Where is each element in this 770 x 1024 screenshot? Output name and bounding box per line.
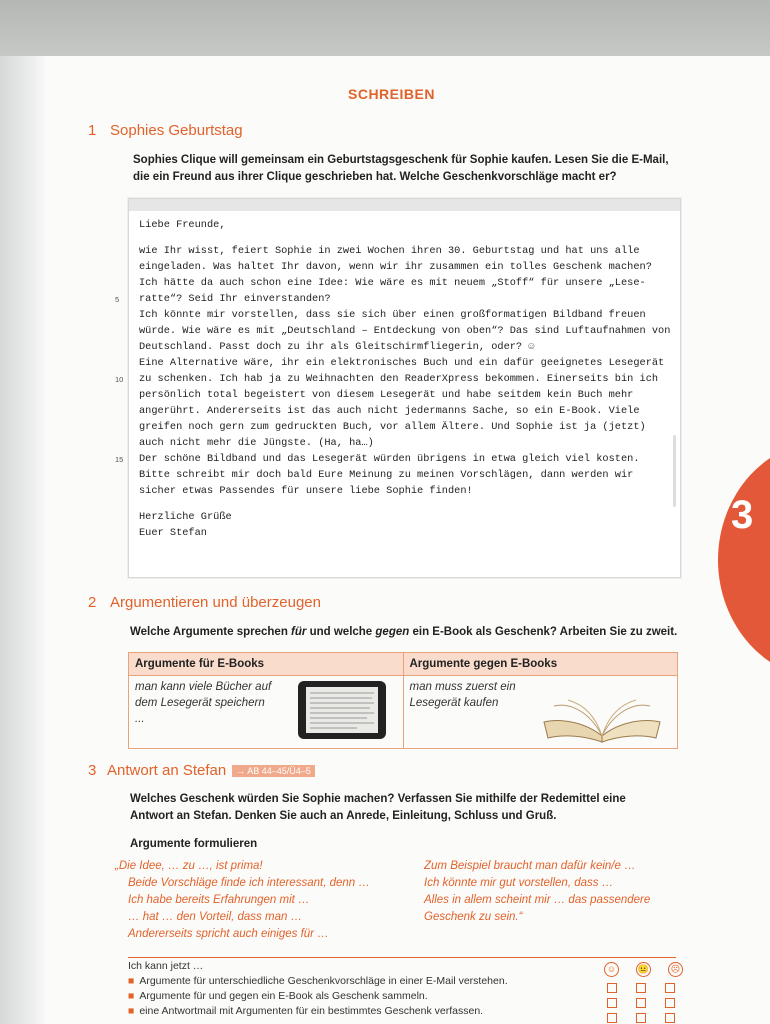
ex3-task-line2: Antwort an Stefan. Denken Sie auch an Anrede, Einleitung, Schluss und Gruß. [130,810,557,822]
pro-line: ... [135,713,145,725]
col-pro-cell[interactable] [129,676,404,749]
ex3-subheading: Argumente formulieren [130,838,258,850]
section-title: SCHREIBEN [348,86,435,102]
phrases-right [424,858,650,926]
col-pro-header: Argumente für E-Books [129,653,404,676]
ex3-title [107,762,315,779]
checklist-item-text: Argumente für und gegen ein E-Book als Geschenk sammeln. [139,990,428,1002]
pro-line: man kann viele Bücher auf [135,681,272,693]
sad-face-icon: ☹ [668,962,683,977]
self-assessment [128,960,676,1020]
ex2-number: 2 [88,594,97,611]
ex3-title-text: Antwort an Stefan [107,762,227,779]
email-line: Bitte schreibt mir doch bald Eure Meinung zu meinen Vorschlägen, dann werden wir [139,469,634,481]
con-line: Lesegerät kaufen [409,697,499,709]
email-line: Der schöne Bildband und das Lesegerät würden übrigens in etwa gleich viel kosten. [139,453,640,465]
line-number: 15 [115,455,124,464]
phrase: … hat … den Vorteil, dass man … [128,911,303,923]
phrase: Ich könnte mir gut vorstellen, dass … [424,877,614,889]
ex2-task-part: Welche Argumente sprechen [130,626,292,638]
rating-checkbox[interactable] [607,983,617,993]
email-scrollbar[interactable] [673,435,676,507]
phrase: Beide Vorschläge finde ich interessant, denn … [128,877,370,889]
ex1-title: Sophies Geburtstag [110,122,243,139]
rating-checkbox[interactable] [636,998,646,1008]
email-line: zu schenken. Ich hab ja zu Weihnachten den ReaderXpress bekommen. Einerseits bin ich [139,373,659,385]
email-line: greifen noch gern zum gedruckten Buch, vor allem Ältere. Und Sophie ist ja (jetzt) [139,421,646,433]
email-greeting: Liebe Freunde, [139,219,226,231]
email-line: Eine Alternative wäre, ihr ein elektronisches Buch und ein dafür geeignetes Lesegerät [139,357,665,369]
checklist-item [128,975,676,990]
checklist-item [128,1005,676,1020]
ex2-task-fuer: für [291,626,307,638]
rating-checkbox[interactable] [636,983,646,993]
email-line: sicher etwas Passendes für unsere liebe Sophie finden! [139,485,473,497]
rating-checkbox[interactable] [636,1013,646,1023]
bullet-icon: ■ [128,1005,135,1017]
checklist-item-text: eine Antwortmail mit Argumenten für ein bestimmtes Geschenk verfassen. [139,1005,484,1017]
con-line: man muss zuerst ein [409,681,516,693]
col-con-cell[interactable] [403,676,678,749]
ex1-number: 1 [88,122,97,139]
line-number: 10 [115,375,124,384]
happy-face-icon: ☺ [604,962,619,977]
rating-checkbox[interactable] [607,998,617,1008]
rating-faces [604,962,683,977]
phrase: Ich habe bereits Erfahrungen mit … [128,894,310,906]
phrase: „Die Idee, … zu …, ist prima! [115,860,263,872]
workbook-reference-tag[interactable]: → AB 44–45/Ü4–5 [232,765,315,777]
ex1-task-line1: Sophies Clique will gemeinsam ein Geburtstagsgeschenk für Sophie kaufen. Lesen Sie die E-Mail, [133,154,669,166]
phrase: Geschenk zu sein.“ [424,911,523,923]
email-line: persönlich total begeistert von diesem Lesegerät und habe seitdem kein Buch mehr [139,389,634,401]
ex2-task [130,624,677,641]
email-line: angerührt. Andererseits ist das auch nicht jedermanns Sache, so ein E-Book. Viele [139,405,640,417]
email-line: Ich könnte mir vorstellen, dass sie sich über einen großformatigen Bildband freuen [139,309,646,321]
bullet-icon: ■ [128,975,135,987]
phrase: Zum Beispiel braucht man dafür kein/e … [424,860,636,872]
neutral-face-icon: 😐 [636,962,651,977]
ex2-task-gegen: gegen [375,626,410,638]
line-number: 5 [115,295,120,304]
divider [128,957,676,958]
rating-checkbox[interactable] [665,1013,675,1023]
rating-checkbox[interactable] [607,1013,617,1023]
email-line: eingeladen. Was haltet Ihr davon, wenn wir ihr zusammen ein tolles Geschenk machen? [139,261,652,273]
ex2-task-part: ein E-Book als Geschenk? Arbeiten Sie zu zweit. [409,626,678,638]
phrase: Andererseits spricht auch einiges für … [128,928,329,940]
phrase: Alles in allem scheint mir … das passendere [424,894,651,906]
pro-line: dem Lesegerät speichern [135,697,265,709]
checklist-item-text: Argumente für unterschiedliche Geschenkvorschläge in einer E-Mail verstehen. [139,975,508,987]
chapter-number: 3 [731,493,754,537]
ex3-task-line1: Welches Geschenk würden Sie Sophie machen? Verfassen Sie mithilfe der Redemittel eine [130,793,626,805]
email-top-bar [129,199,680,211]
email-line: ratte“? Seid Ihr einverstanden? [139,293,331,305]
col-con-header: Argumente gegen E-Books [403,653,678,676]
email-line: wie Ihr wisst, feiert Sophie in zwei Wochen ihren 30. Geburtstag und hat uns alle [139,245,640,257]
email-closing: Herzliche Grüße [139,511,232,523]
rating-checkbox[interactable] [665,998,675,1008]
ex2-title: Argumentieren und überzeugen [110,594,321,611]
bullet-icon: ■ [128,990,135,1002]
checklist-intro: Ich kann jetzt … [128,960,204,972]
email-line: Ich hätte da auch schon eine Idee: Wie wäre es mit neuem „Stoff“ für unsere „Lese- [139,277,646,289]
ex2-task-part: und welche [306,626,376,638]
phrases-left [115,858,370,943]
arguments-table [128,652,678,749]
email-line: auch nicht mehr die Jüngste. (Ha, ha…) [139,437,374,449]
email-line: würde. Wie wäre es mit „Deutschland – Entdeckung von oben“? Das sind Luftaufnahmen von [139,325,671,337]
email-box [115,198,681,578]
email-line: Deutschland. Passt doch zu ihr als Gleitschirmfliegerin, oder? ☺ [139,341,535,353]
book-spine [0,56,48,1024]
ex3-number: 3 [88,762,97,779]
rating-checkbox[interactable] [665,983,675,993]
email-signature: Euer Stefan [139,527,207,539]
ereader-image [297,680,387,740]
ex1-task-line2: die ein Freund aus ihrer Clique geschrieben hat. Welche Geschenkvorschläge macht er? [133,171,617,183]
open-book-image [540,692,664,744]
checklist-item [128,990,676,1005]
scan-top-band [0,0,770,62]
